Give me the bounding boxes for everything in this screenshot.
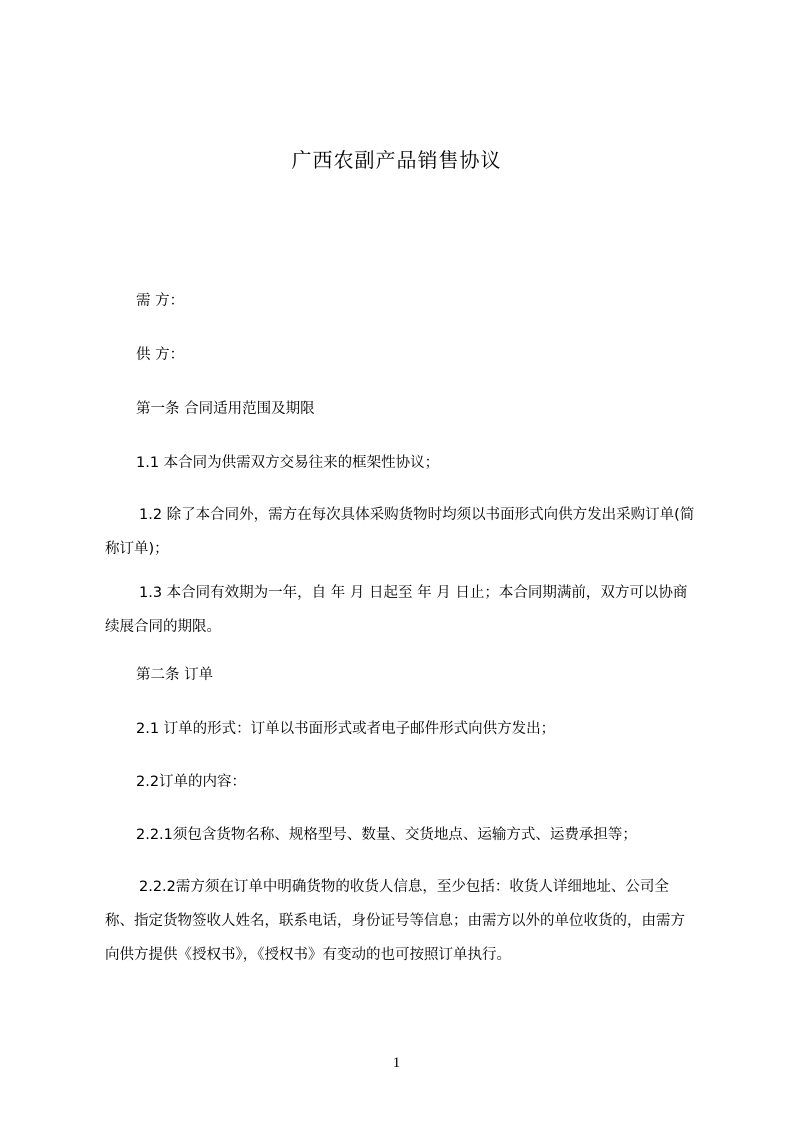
supplier-label: 供 方： [136,347,185,363]
page-number: 1 [392,1055,401,1071]
clause-1-2: 1.2 除了本合同外，需方在每次具体采购货物时均须以书面形式向供方发出采购订单(简称订单)； [105,507,695,557]
clause-2-2: 2.2订单的内容： [136,774,247,790]
clause-1-3: 1.3 本合同有效期为一年，自 年 月 日起至 年 月 日止；本合同期满前，双方可以协商续展合同的期限。 [105,585,688,635]
buyer-label: 需 方： [136,293,185,309]
clause-2-1: 2.1 订单的形式：订单以书面形式或者电子邮件形式向供方发出； [136,721,556,737]
clause-2-2-1: 2.2.1须包含货物名称、规格型号、数量、交货地点、运输方式、运费承担等； [136,827,637,843]
article-2-heading: 第二条 订单 [136,667,214,683]
clause-1-1: 1.1 本合同为供需双方交易往来的框架性协议； [136,455,440,471]
clause-2-2-2: 2.2.2需方须在订单中明确货物的收货人信息，至少包括：收货人详细地址、公司全称、指定货物签收人姓名，联系电话，身份证号等信息；由需方以外的单位收货的，由需方向供方提供《授权书》，《授权书》有变动的也可按照订单执行。 [105,879,685,963]
document-title: 广西农副产品销售协议 [291,148,502,172]
article-1-heading: 第一条 合同适用范围及期限 [136,401,315,417]
